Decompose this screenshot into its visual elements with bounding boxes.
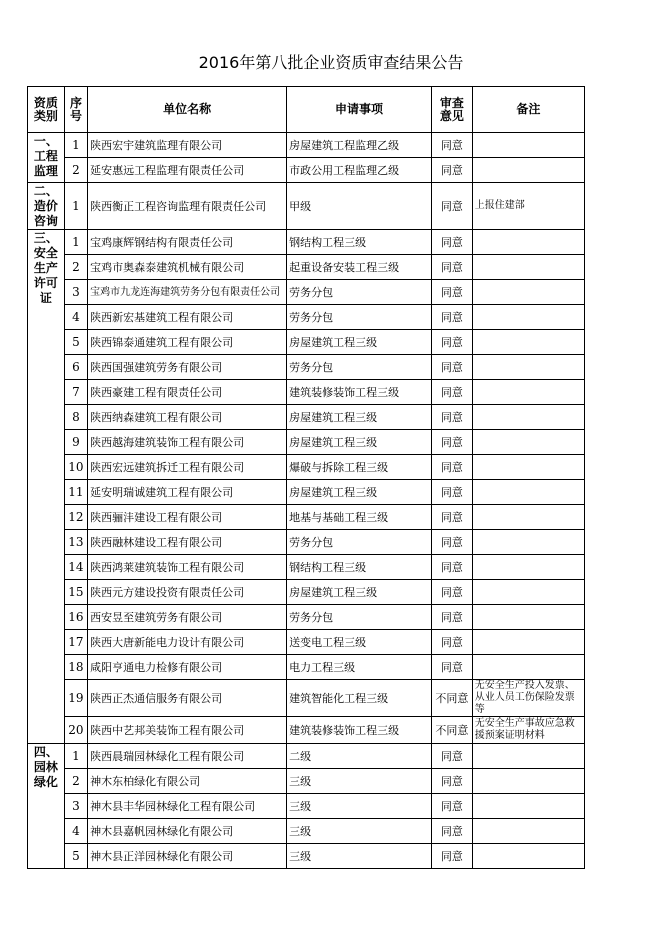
table-row <box>28 555 585 580</box>
apply-item-cell: 房屋建筑工程三级 <box>287 480 432 505</box>
opinion-cell: 同意 <box>431 430 472 455</box>
category-cell: 一、 工程 监理 <box>28 133 65 183</box>
note-cell <box>472 555 584 580</box>
opinion-cell: 不同意 <box>431 680 472 717</box>
note-cell <box>472 280 584 305</box>
header-note: 备注 <box>472 87 584 133</box>
apply-item-cell: 劳务分包 <box>287 530 432 555</box>
opinion-cell: 同意 <box>431 630 472 655</box>
note-cell <box>472 305 584 330</box>
note-cell <box>472 769 584 794</box>
seq-cell: 4 <box>64 819 87 844</box>
apply-item-cell: 劳务分包 <box>287 355 432 380</box>
seq-cell: 19 <box>64 680 87 717</box>
note-cell <box>472 844 584 869</box>
table-row <box>28 133 585 158</box>
seq-cell: 13 <box>64 530 87 555</box>
table-row <box>28 455 585 480</box>
company-name-cell: 陕西国强建筑劳务有限公司 <box>88 355 287 380</box>
apply-item-cell: 地基与基础工程三级 <box>287 505 432 530</box>
table-row <box>28 580 585 605</box>
apply-item-cell: 三级 <box>287 844 432 869</box>
opinion-cell: 同意 <box>431 380 472 405</box>
opinion-cell: 同意 <box>431 844 472 869</box>
apply-item-cell: 电力工程三级 <box>287 655 432 680</box>
company-name-cell: 陕西骊沣建设工程有限公司 <box>88 505 287 530</box>
note-cell <box>472 480 584 505</box>
table-row <box>28 744 585 769</box>
seq-cell: 3 <box>64 794 87 819</box>
note-cell <box>472 530 584 555</box>
company-name-cell: 延安惠远工程监理有限责任公司 <box>88 158 287 183</box>
company-name-cell: 陕西鸿莱建筑装饰工程有限公司 <box>88 555 287 580</box>
opinion-cell: 同意 <box>431 480 472 505</box>
note-cell <box>472 505 584 530</box>
opinion-cell: 同意 <box>431 133 472 158</box>
note-cell <box>472 430 584 455</box>
apply-item-cell: 甲级 <box>287 183 432 230</box>
table-row <box>28 717 585 744</box>
table-row <box>28 405 585 430</box>
seq-cell: 8 <box>64 405 87 430</box>
company-name-cell: 陕西衡正工程咨询监理有限责任公司 <box>88 183 287 230</box>
opinion-cell: 同意 <box>431 405 472 430</box>
opinion-cell: 同意 <box>431 280 472 305</box>
table-row <box>28 819 585 844</box>
opinion-cell: 同意 <box>431 230 472 255</box>
apply-item-cell: 建筑智能化工程三级 <box>287 680 432 717</box>
seq-cell: 6 <box>64 355 87 380</box>
apply-item-cell: 爆破与拆除工程三级 <box>287 455 432 480</box>
apply-item-cell: 三级 <box>287 819 432 844</box>
company-name-cell: 宝鸡市奥森泰建筑机械有限公司 <box>88 255 287 280</box>
seq-cell: 14 <box>64 555 87 580</box>
apply-item-cell: 房屋建筑工程三级 <box>287 430 432 455</box>
table-row <box>28 355 585 380</box>
opinion-cell: 同意 <box>431 455 472 480</box>
note-cell: 无安全生产投入发票、从业人员工伤保险发票等 <box>472 680 584 717</box>
company-name-cell: 神木县丰华园林绿化工程有限公司 <box>88 794 287 819</box>
table-row <box>28 430 585 455</box>
opinion-cell: 同意 <box>431 355 472 380</box>
note-cell <box>472 158 584 183</box>
company-name-cell: 陕西新宏基建筑工程有限公司 <box>88 305 287 330</box>
header-category: 资质 类别 <box>28 87 65 133</box>
apply-item-cell: 建筑装修装饰工程三级 <box>287 380 432 405</box>
table-row <box>28 844 585 869</box>
table-row <box>28 305 585 330</box>
company-name-cell: 陕西融林建设工程有限公司 <box>88 530 287 555</box>
seq-cell: 7 <box>64 380 87 405</box>
note-cell <box>472 230 584 255</box>
note-cell <box>472 455 584 480</box>
table-row <box>28 380 585 405</box>
seq-cell: 9 <box>64 430 87 455</box>
seq-cell: 20 <box>64 717 87 744</box>
company-name-cell: 陕西豪建工程有限责任公司 <box>88 380 287 405</box>
note-cell <box>472 580 584 605</box>
table-row <box>28 255 585 280</box>
table-row <box>28 769 585 794</box>
table-row <box>28 605 585 630</box>
apply-item-cell: 送变电工程三级 <box>287 630 432 655</box>
company-name-cell: 神木县正洋园林绿化有限公司 <box>88 844 287 869</box>
header-row <box>28 87 585 133</box>
company-name-cell: 陕西晨瑞园林绿化工程有限公司 <box>88 744 287 769</box>
header-item: 申请事项 <box>287 87 432 133</box>
header-company: 单位名称 <box>88 87 287 133</box>
opinion-cell: 同意 <box>431 530 472 555</box>
seq-cell: 1 <box>64 744 87 769</box>
opinion-cell: 同意 <box>431 183 472 230</box>
apply-item-cell: 建筑装修装饰工程三级 <box>287 717 432 744</box>
category-cell: 四、 园林 绿化 <box>28 744 65 869</box>
note-cell <box>472 405 584 430</box>
seq-cell: 5 <box>64 330 87 355</box>
seq-cell: 10 <box>64 455 87 480</box>
note-cell <box>472 605 584 630</box>
apply-item-cell: 劳务分包 <box>287 605 432 630</box>
opinion-cell: 同意 <box>431 580 472 605</box>
seq-cell: 17 <box>64 630 87 655</box>
company-name-cell: 陕西越海建筑装饰工程有限公司 <box>88 430 287 455</box>
page-title: 2016年第八批企业资质审查结果公告 <box>198 53 464 72</box>
note-cell <box>472 133 584 158</box>
seq-cell: 4 <box>64 305 87 330</box>
opinion-cell: 同意 <box>431 655 472 680</box>
note-cell <box>472 630 584 655</box>
seq-cell: 15 <box>64 580 87 605</box>
category-cell: 二、 造价 咨询 <box>28 183 65 230</box>
opinion-cell: 同意 <box>431 819 472 844</box>
company-name-cell: 陕西中艺邦美装饰工程有限公司 <box>88 717 287 744</box>
apply-item-cell: 起重设备安装工程三级 <box>287 255 432 280</box>
note-cell <box>472 794 584 819</box>
apply-item-cell: 二级 <box>287 744 432 769</box>
apply-item-cell: 房屋建筑工程监理乙级 <box>287 133 432 158</box>
category-cell: 三、 安全 生产 许可 证 <box>28 230 65 744</box>
table-row <box>28 280 585 305</box>
seq-cell: 11 <box>64 480 87 505</box>
apply-item-cell: 房屋建筑工程三级 <box>287 405 432 430</box>
note-cell <box>472 380 584 405</box>
opinion-cell: 同意 <box>431 555 472 580</box>
company-name-cell: 神木县嘉帆园林绿化有限公司 <box>88 819 287 844</box>
apply-item-cell: 劳务分包 <box>287 280 432 305</box>
note-cell <box>472 819 584 844</box>
seq-cell: 1 <box>64 230 87 255</box>
opinion-cell: 不同意 <box>431 717 472 744</box>
company-name-cell: 咸阳亨通电力检修有限公司 <box>88 655 287 680</box>
table-row <box>28 655 585 680</box>
company-name-cell: 陕西宏宇建筑监理有限公司 <box>88 133 287 158</box>
apply-item-cell: 钢结构工程三级 <box>287 555 432 580</box>
apply-item-cell: 房屋建筑工程三级 <box>287 580 432 605</box>
table-row <box>28 183 585 230</box>
company-name-cell: 陕西大唐新能电力设计有限公司 <box>88 630 287 655</box>
seq-cell: 1 <box>64 133 87 158</box>
table-row <box>28 680 585 717</box>
note-cell <box>472 255 584 280</box>
opinion-cell: 同意 <box>431 305 472 330</box>
company-name-cell: 延安明瑞诚建筑工程有限公司 <box>88 480 287 505</box>
company-name-cell: 宝鸡康辉钢结构有限责任公司 <box>88 230 287 255</box>
table-row <box>28 230 585 255</box>
note-cell <box>472 744 584 769</box>
company-name-cell: 陕西纳森建筑工程有限公司 <box>88 405 287 430</box>
apply-item-cell: 三级 <box>287 769 432 794</box>
table-row <box>28 505 585 530</box>
table-row <box>28 158 585 183</box>
seq-cell: 2 <box>64 769 87 794</box>
opinion-cell: 同意 <box>431 605 472 630</box>
company-name-cell: 陕西宏远建筑拆迁工程有限公司 <box>88 455 287 480</box>
header-seq: 序 号 <box>64 87 87 133</box>
table-row <box>28 480 585 505</box>
apply-item-cell: 劳务分包 <box>287 305 432 330</box>
seq-cell: 16 <box>64 605 87 630</box>
company-name-cell: 陕西锦泰通建筑工程有限公司 <box>88 330 287 355</box>
note-cell <box>472 655 584 680</box>
company-name-cell: 神木东柏绿化有限公司 <box>88 769 287 794</box>
seq-cell: 2 <box>64 158 87 183</box>
company-name-cell: 陕西正杰通信服务有限公司 <box>88 680 287 717</box>
opinion-cell: 同意 <box>431 330 472 355</box>
opinion-cell: 同意 <box>431 769 472 794</box>
note-cell <box>472 355 584 380</box>
seq-cell: 2 <box>64 255 87 280</box>
opinion-cell: 同意 <box>431 158 472 183</box>
opinion-cell: 同意 <box>431 794 472 819</box>
table-row <box>28 630 585 655</box>
apply-item-cell: 钢结构工程三级 <box>287 230 432 255</box>
seq-cell: 3 <box>64 280 87 305</box>
seq-cell: 5 <box>64 844 87 869</box>
company-name-cell: 宝鸡市九龙连海建筑劳务分包有限责任公司 <box>88 280 287 305</box>
company-name-cell: 西安昱至建筑劳务有限公司 <box>88 605 287 630</box>
table-row <box>28 330 585 355</box>
seq-cell: 12 <box>64 505 87 530</box>
note-cell: 上报住建部 <box>472 183 584 230</box>
note-cell: 无安全生产事故应急救援预案证明材料 <box>472 717 584 744</box>
apply-item-cell: 房屋建筑工程三级 <box>287 330 432 355</box>
apply-item-cell: 市政公用工程监理乙级 <box>287 158 432 183</box>
company-name-cell: 陕西元方建设投资有限责任公司 <box>88 580 287 605</box>
note-cell <box>472 330 584 355</box>
apply-item-cell: 三级 <box>287 794 432 819</box>
table-row <box>28 794 585 819</box>
opinion-cell: 同意 <box>431 744 472 769</box>
table-row <box>28 530 585 555</box>
header-opinion: 审查 意见 <box>431 87 472 133</box>
opinion-cell: 同意 <box>431 505 472 530</box>
opinion-cell: 同意 <box>431 255 472 280</box>
results-table <box>27 86 585 869</box>
seq-cell: 18 <box>64 655 87 680</box>
seq-cell: 1 <box>64 183 87 230</box>
